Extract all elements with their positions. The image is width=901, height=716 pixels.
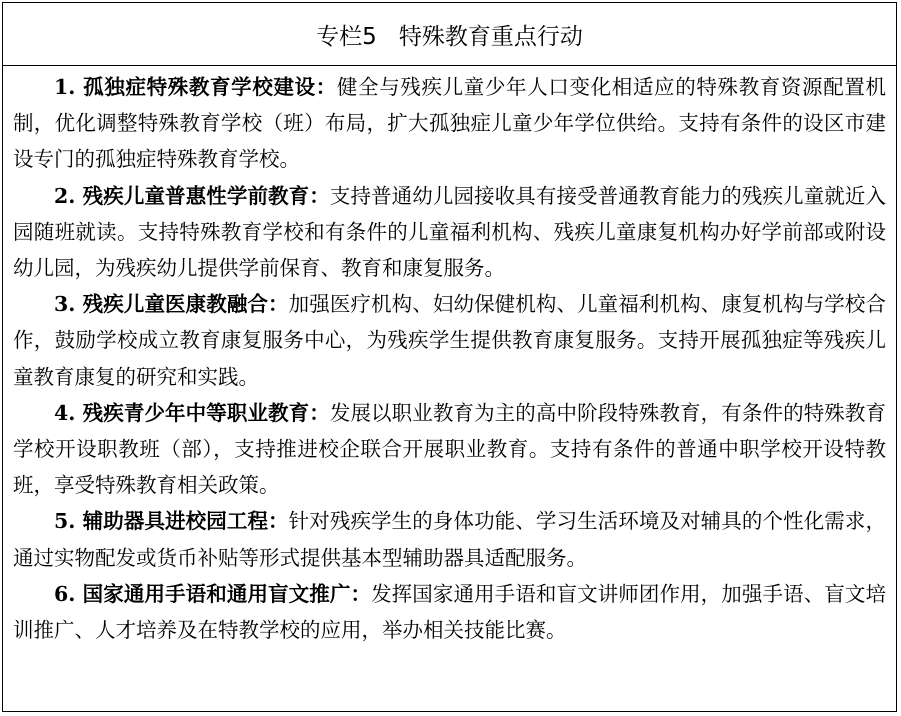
action-item-1 — [13, 69, 886, 178]
action-item-3 — [13, 286, 886, 395]
action-item-2 — [13, 178, 886, 287]
action-item-heading: 5. 辅助器具进校园工程： — [54, 509, 289, 534]
action-item-body: 健全与残疾儿童少年人口变化相适应的特殊教育资源配置机制，优化调整特殊教育学校（班）布局，扩大孤独症儿童少年学位供给。支持有条件的设区市建设专门的孤独症特殊教育学校。 — [13, 75, 886, 172]
action-item-body: 加强医疗机构、妇幼保健机构、儿童福利机构、康复机构与学校合作，鼓励学校成立教育康复服务中心，为残疾学生提供教育康复服务。支持开展孤独症等残疾儿童教育康复的研究和实践。 — [13, 292, 886, 389]
action-item-body: 发挥国家通用手语和盲文讲师团作用，加强手语、盲文培训推广、人才培养及在特教学校的应用，举办相关技能比赛。 — [13, 581, 886, 643]
special-education-panel — [2, 2, 897, 712]
action-item-body: 针对残疾学生的身体功能、学习生活环境及对辅具的个性化需求，通过实物配发或货币补贴等形式提供基本型辅助器具适配服务。 — [13, 509, 886, 570]
panel-title-label: 专栏5 — [316, 23, 377, 50]
panel-content — [3, 66, 896, 648]
panel-title-text: 特殊教育重点行动 — [398, 23, 583, 50]
action-item-heading: 2. 残疾儿童普惠性学前教育： — [54, 183, 330, 208]
action-item-body: 支持普通幼儿园接收具有接受普通教育能力的残疾儿童就近入园随班就读。支持特殊教育学校和有条件的儿童福利机构、残疾儿童康复机构办好学前部或附设幼儿园，为残疾幼儿提供学前保育、教育和康复服务。 — [13, 183, 886, 281]
action-item-heading: 6. 国家通用手语和通用盲文推广： — [54, 581, 372, 606]
action-item-heading: 3. 残疾儿童医康教融合： — [54, 292, 289, 317]
panel-title — [3, 3, 896, 66]
action-item-heading: 4. 残疾青少年中等职业教育： — [54, 400, 330, 425]
action-item-6 — [13, 576, 886, 648]
action-item-4 — [13, 395, 886, 504]
action-item-body: 发展以职业教育为主的高中阶段特殊教育，有条件的特殊教育学校开设职教班（部），支持推进校企联合开展职业教育。支持有条件的普通中职学校开设特教班，享受特殊教育相关政策。 — [13, 400, 886, 498]
action-item-5 — [13, 503, 886, 575]
action-item-heading: 1. 孤独症特殊教育学校建设： — [54, 75, 337, 99]
